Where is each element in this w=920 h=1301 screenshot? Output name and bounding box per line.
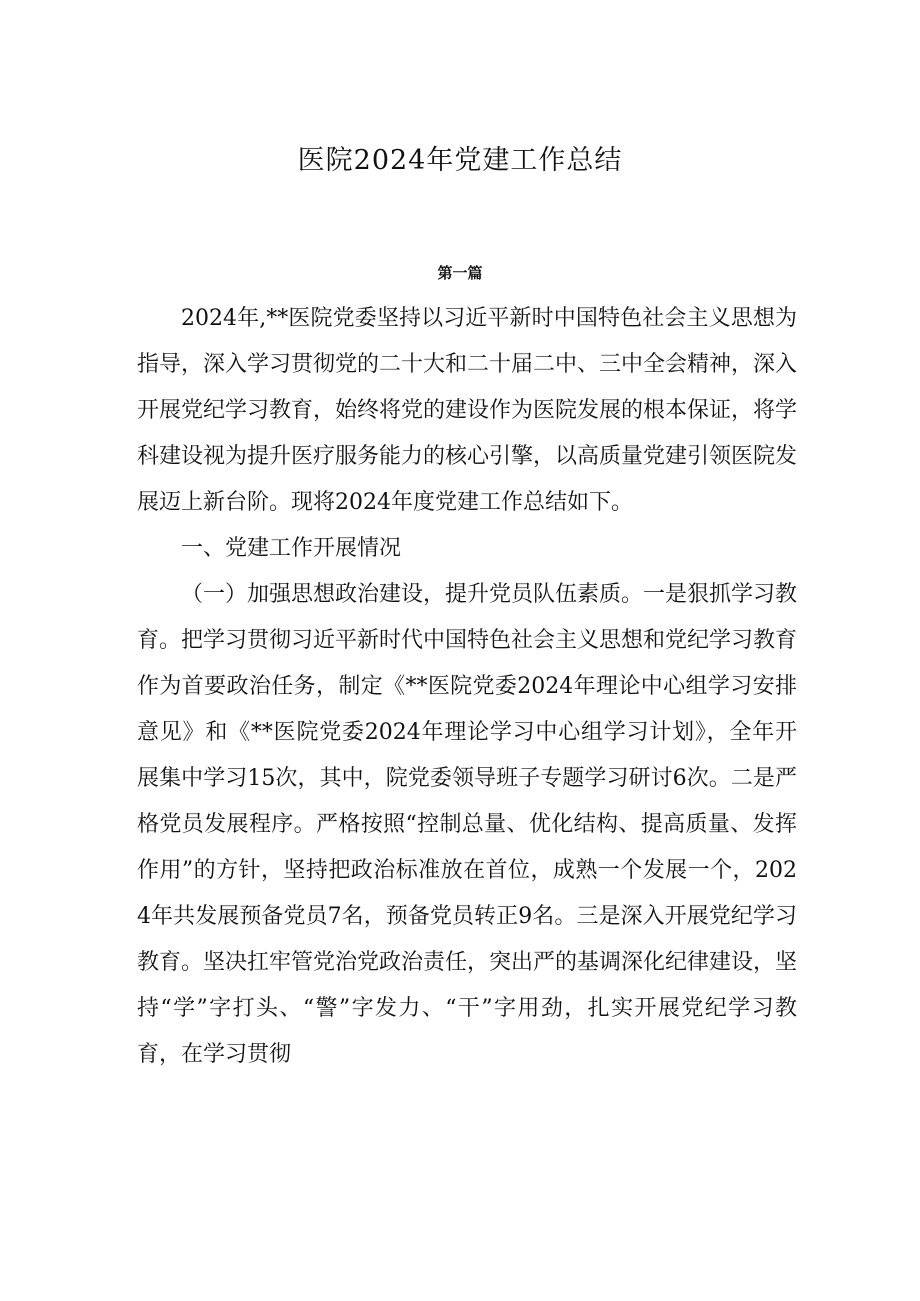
section-heading: 一、党建工作开展情况 [181,536,402,561]
document-title: 医院2024年党建工作总结 [297,145,623,176]
body-paragraph: （一）加强思想政治建设，提升党员队伍素质。一是狠抓学习教育。把学习贯彻习近平新时代中国特色社会主义思想和党纪学习教育作为首要政治任务，制定《**医院党委2024年理论中心组学习安排意见》和《**医院党委2024年理论学习中心组学习计划》，全年开展集中学习15次，其中，院党委领导班子专题学习研讨6次。二是严格党员发展程序。严格按照“控制总量、优化结构、提高质量、发挥作用”的方针，坚持把政治标准放在首位，成熟一个发展一个，2024年共发展预备党员7名，预备党员转正9名。三是深入开展党纪学习教育。坚决扛牢管党治党政治责任，突出严的基调深化纪律建设，坚持“学”字打头、“警”字发力、“干”字用劲，扎实开展党纪学习教育，在学习贯彻 [137,582,798,1067]
document-body [137,296,797,1078]
section-subtitle: 第一篇 [437,264,483,282]
intro-paragraph: 2024年,**医院党委坚持以习近平新时中国特色社会主义思想为指导，深入学习贯彻党的二十大和二十届二中、三中全会精神，深入开展党纪学习教育，始终将党的建设作为医院发展的根本保证，将学科建设视为提升医疗服务能力的核心引擎，以高质量党建引领医院发展迈上新台阶。现将2024年度党建工作总结如下。 [137,306,798,515]
